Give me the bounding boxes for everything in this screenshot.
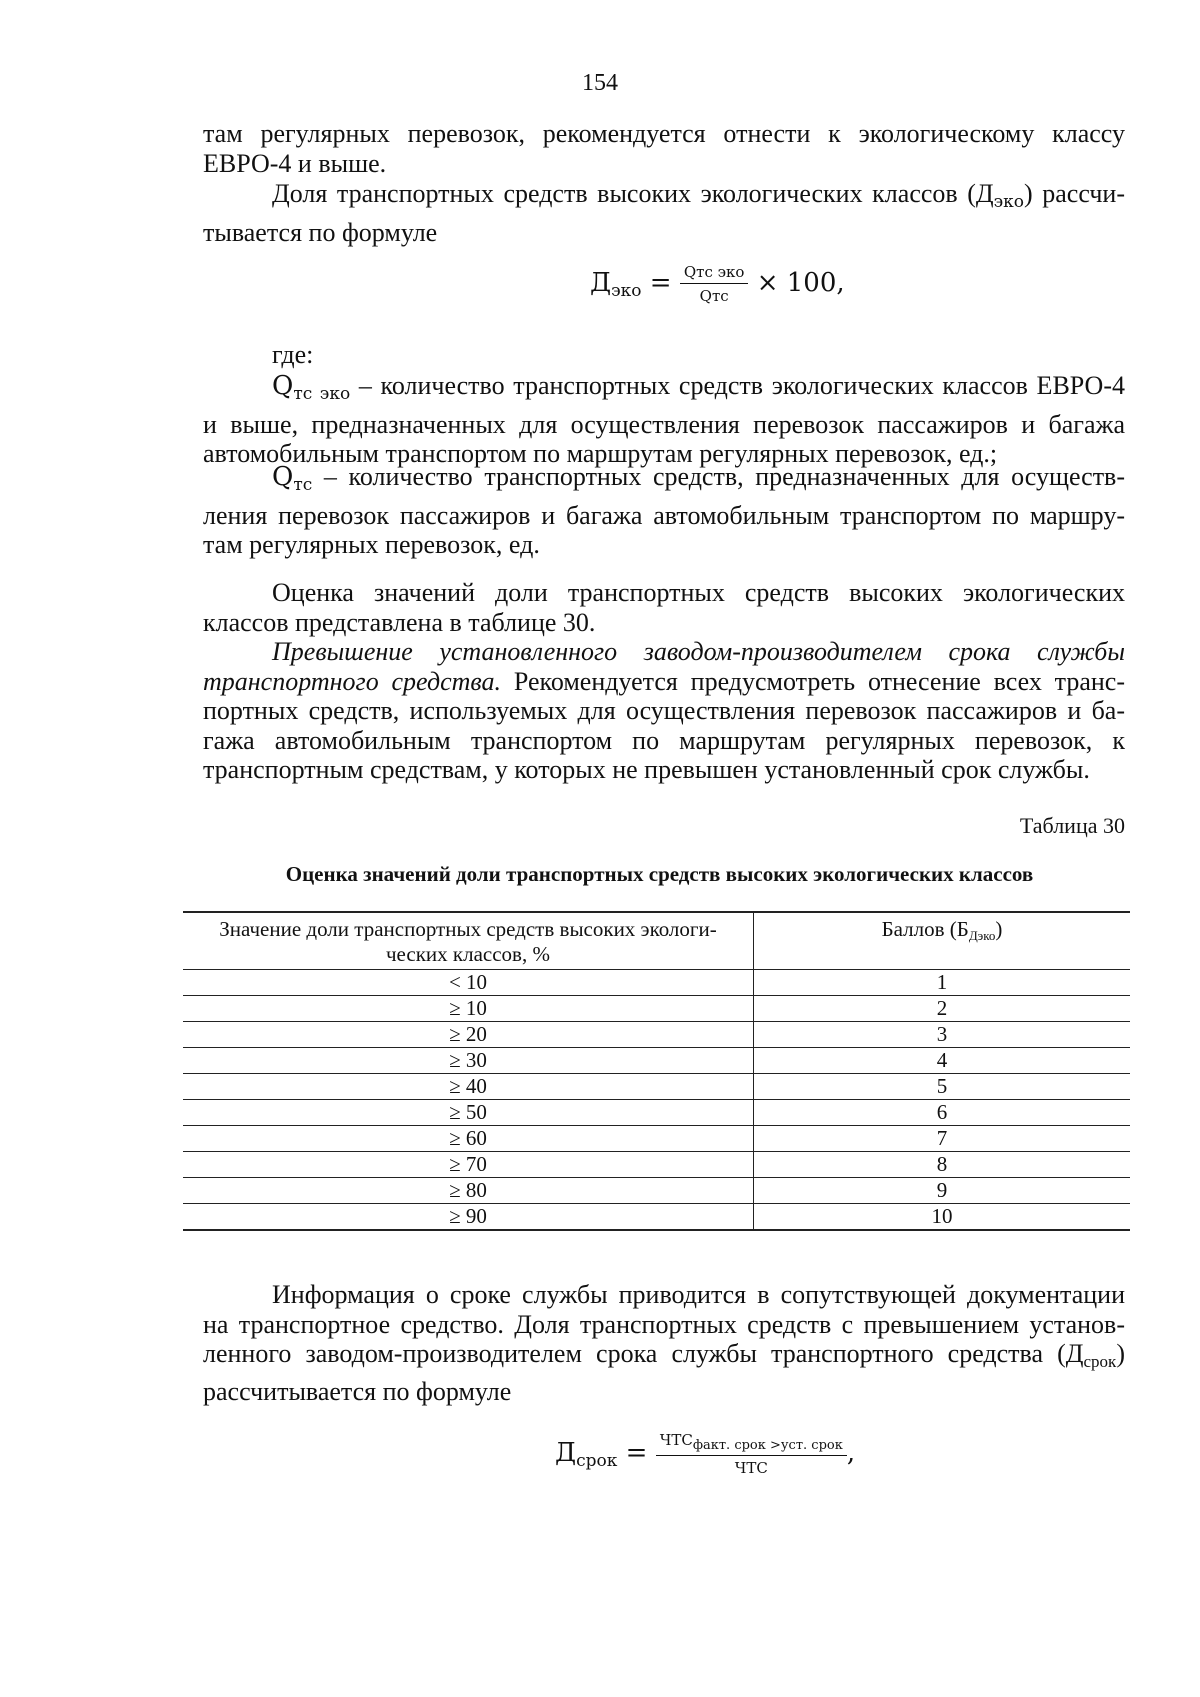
score-cell: 9: [754, 1178, 1131, 1204]
score-cell: 6: [754, 1100, 1131, 1126]
text-line: там регулярных перевозок, рекомендуется отнести к экологическому классу: [203, 119, 1125, 148]
table-row: [183, 996, 1130, 1022]
table-row: [183, 1152, 1130, 1178]
share-cell: ≥ 20: [183, 1022, 754, 1048]
share-cell: ≥ 40: [183, 1074, 754, 1100]
definition-q-eco: [203, 371, 1125, 469]
text-line: и выше, предназначенных для осуществления перевозок пассажиров и багажа: [203, 409, 1125, 439]
fraction: $\frac{\text{Qтс эко}}{\text{Qтс}}$: [680, 263, 749, 305]
score-cell: 5: [754, 1074, 1131, 1100]
text-line: ЕВРО-4 и выше.: [203, 148, 387, 178]
share-cell: ≥ 50: [183, 1100, 754, 1126]
table-row: [183, 1204, 1130, 1231]
table-header-row: [183, 912, 1130, 970]
table-row: [183, 1100, 1130, 1126]
share-cell: ≥ 70: [183, 1152, 754, 1178]
header-share-value: Значение доли транспортных средств высоких экологи- ческих классов, %: [183, 912, 754, 970]
table-row: [183, 1048, 1130, 1074]
text-line: ленного заводом-производителем срока службы транспортного средства $(Д_{срок})$: [203, 1339, 1125, 1371]
where-label: где:: [272, 340, 314, 369]
text-line: ления перевозок пассажиров и багажа автомобильным транспортом по маршру-: [203, 500, 1125, 530]
text-line: транспортным средствам, у которых не превышен установленный срок службы.: [203, 755, 1090, 784]
text-line: Информация о сроке службы приводится в сопутствующей документации: [272, 1280, 1125, 1309]
share-cell: < 10: [183, 970, 754, 996]
header-score: Баллов (БДэко): [754, 912, 1131, 970]
definition-q-total: [203, 462, 1125, 560]
table-row: [183, 1126, 1130, 1152]
paragraph-1: [203, 119, 1125, 178]
score-cell: 3: [754, 1022, 1131, 1048]
text-line: транспортного средства. Рекомендуется предусмотреть отнесение всех транс-: [203, 666, 1125, 696]
paragraph-3: [203, 578, 1125, 637]
text-line: там регулярных перевозок, ед.: [203, 530, 540, 559]
text-line: Превышение установленного заводом-производителем срока службы: [272, 637, 1125, 666]
table-label: Таблица 30: [1019, 813, 1125, 838]
score-cell: 2: [754, 996, 1131, 1022]
score-table: [183, 911, 1130, 1231]
table-row: [183, 1022, 1130, 1048]
page-number: 154: [582, 70, 618, 96]
share-cell: ≥ 90: [183, 1204, 754, 1231]
formula-overdue-share: $Д_{срок}$ = $\frac{\text{ЧТСфакт. срок >уст. срок}}{\text{ЧТС}}$ ,: [555, 1431, 856, 1477]
share-cell: ≥ 30: [183, 1048, 754, 1074]
text-line: гажа автомобильным транспортом по маршрутам регулярных перевозок, к: [203, 725, 1125, 755]
share-cell: ≥ 60: [183, 1126, 754, 1152]
formula-eco-share: $Д_{эко}$ = $\frac{\text{Qтс эко}}{\text{Qтс}}$ × 100,: [590, 263, 845, 305]
text-line: рассчитывается по формуле: [203, 1376, 512, 1406]
score-cell: 7: [754, 1126, 1131, 1152]
score-cell: 4: [754, 1048, 1131, 1074]
text-line: на транспортное средство. Доля транспортных средств с превышением установ-: [203, 1309, 1125, 1339]
paragraph-2: [203, 179, 1125, 247]
text-line: $Q_{тс}$ – количество транспортных средств, предназначенных для осуществ-: [272, 462, 1125, 495]
text-line: автомобильным транспортом по маршрутам регулярных перевозок, ед.;: [203, 439, 998, 468]
text-line: классов представлена в таблице 30.: [203, 607, 596, 637]
text-line: тывается по формуле: [203, 217, 438, 247]
text-line: $Q_{тс эко}$ – количество транспортных средств экологических классов ЕВРО-4: [272, 371, 1125, 404]
text-line: Оценка значений доли транспортных средств высоких экологических: [272, 578, 1125, 607]
share-cell: ≥ 10: [183, 996, 754, 1022]
table-row: [183, 1074, 1130, 1100]
table-title: Оценка значений доли транспортных средств высоких экологических классов: [285, 862, 1034, 886]
paragraph-5: [203, 1280, 1125, 1406]
share-cell: ≥ 80: [183, 1178, 754, 1204]
text-line: Доля транспортных средств высоких экологических классов $(Д_{эко})$ рассчи-: [272, 179, 1126, 212]
score-cell: 8: [754, 1152, 1131, 1178]
text-line: портных средств, используемых для осуществления перевозок пассажиров и ба-: [203, 696, 1125, 725]
table-row: [183, 1178, 1130, 1204]
score-cell: 1: [754, 970, 1131, 996]
score-cell: 10: [754, 1204, 1131, 1231]
table-row: [183, 970, 1130, 996]
fraction: $\frac{\text{ЧТСфакт. срок >уст. срок}}{\text{ЧТС}}$: [656, 1431, 847, 1477]
paragraph-4: [203, 637, 1125, 785]
